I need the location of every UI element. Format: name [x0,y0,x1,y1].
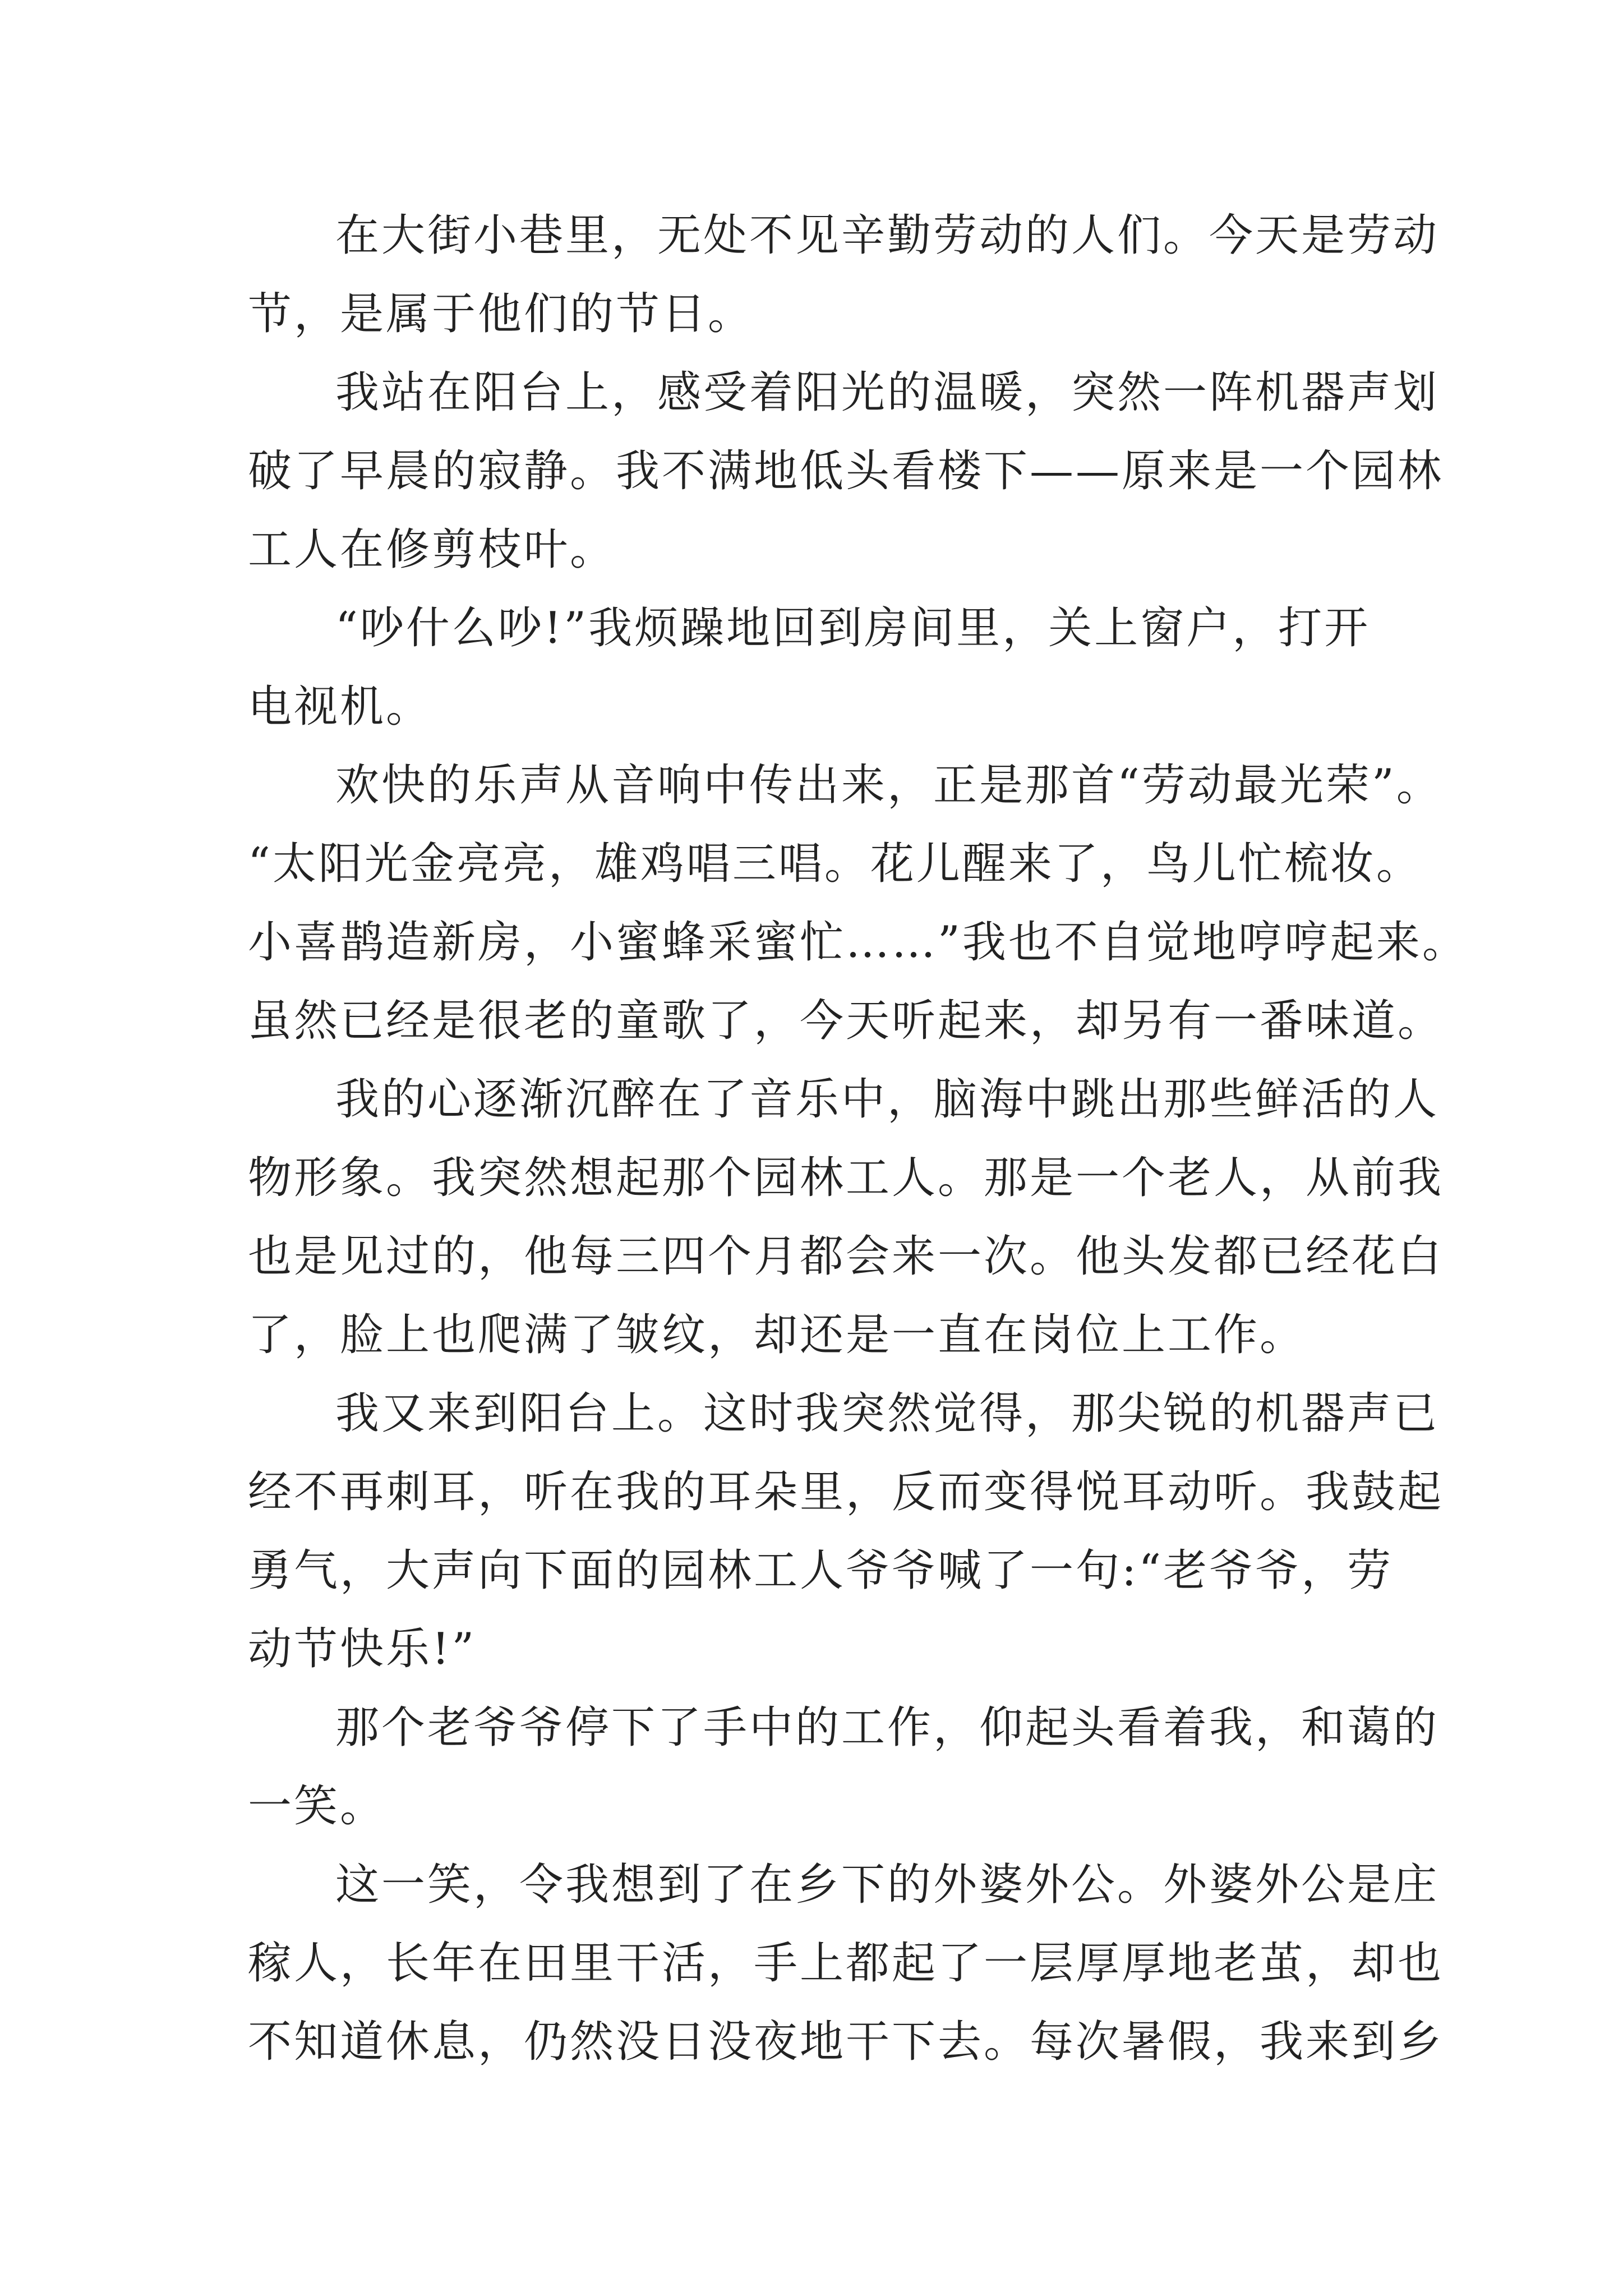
text-line: 破了早晨的寂静。我不满地低头看楼下——原来是一个园林 [248,446,1444,496]
text-line: 也是见过的，他每三四个月都会来一次。他头发都已经花白 [248,1231,1444,1282]
text-line: “太阳光金亮亮，雄鸡唱三唱。花儿醒来了，鸟儿忙梳妆。 [248,839,1422,889]
text-line: 了，脸上也爬满了皱纹，却还是一直在岗位上工作。 [248,1310,1306,1360]
text-line: 节，是属于他们的节日。 [248,289,754,339]
text-line: 小喜鹊造新房，小蜜蜂采蜜忙……”我也不自觉地哼哼起来。 [248,917,1468,968]
text-line: 在大街小巷里，无处不见辛勤劳动的人们。今天是劳动 [335,210,1440,261]
text-line: 经不再刺耳，听在我的耳朵里，反而变得悦耳动听。我鼓起 [248,1467,1444,1517]
text-line: 电视机。 [248,682,432,732]
text-line: 我又来到阳台上。这时我突然觉得，那尖锐的机器声已 [335,1388,1440,1439]
text-line: 这一笑，令我想到了在乡下的外婆外公。外婆外公是庄 [335,1860,1440,1910]
text-line: 动节快乐!” [248,1624,477,1674]
text-line: 物形象。我突然想起那个园林工人。那是一个老人，从前我 [248,1153,1444,1203]
text-line: 勇气，大声向下面的园林工人爷爷喊了一句:“老爷爷，劳 [248,1545,1394,1596]
text-line: 我的心逐渐沉醉在了音乐中，脑海中跳出那些鲜活的人 [335,1074,1440,1125]
text-line: 我站在阳台上，感受着阳光的温暖，突然一阵机器声划 [335,367,1440,418]
text-line: 虽然已经是很老的童歌了，今天听起来，却另有一番味道。 [248,996,1444,1046]
text-line: 稼人，长年在田里干活，手上都起了一层厚厚地老茧，却也 [248,1938,1444,1989]
text-line: 一笑。 [248,1781,386,1832]
document-body [248,196,1468,2081]
text-line: “吵什么吵!”我烦躁地回到房间里，关上窗户，打开 [335,603,1371,654]
text-line: 欢快的乐声从音响中传出来，正是那首“劳动最光荣”。 [335,760,1442,811]
text-line: 那个老爷爷停下了手中的工作，仰起头看着我，和蔼的 [335,1703,1440,1753]
text-line: 工人在修剪枝叶。 [248,524,616,575]
text-line: 不知道休息，仍然没日没夜地干下去。每次暑假，我来到乡 [248,2017,1444,2067]
